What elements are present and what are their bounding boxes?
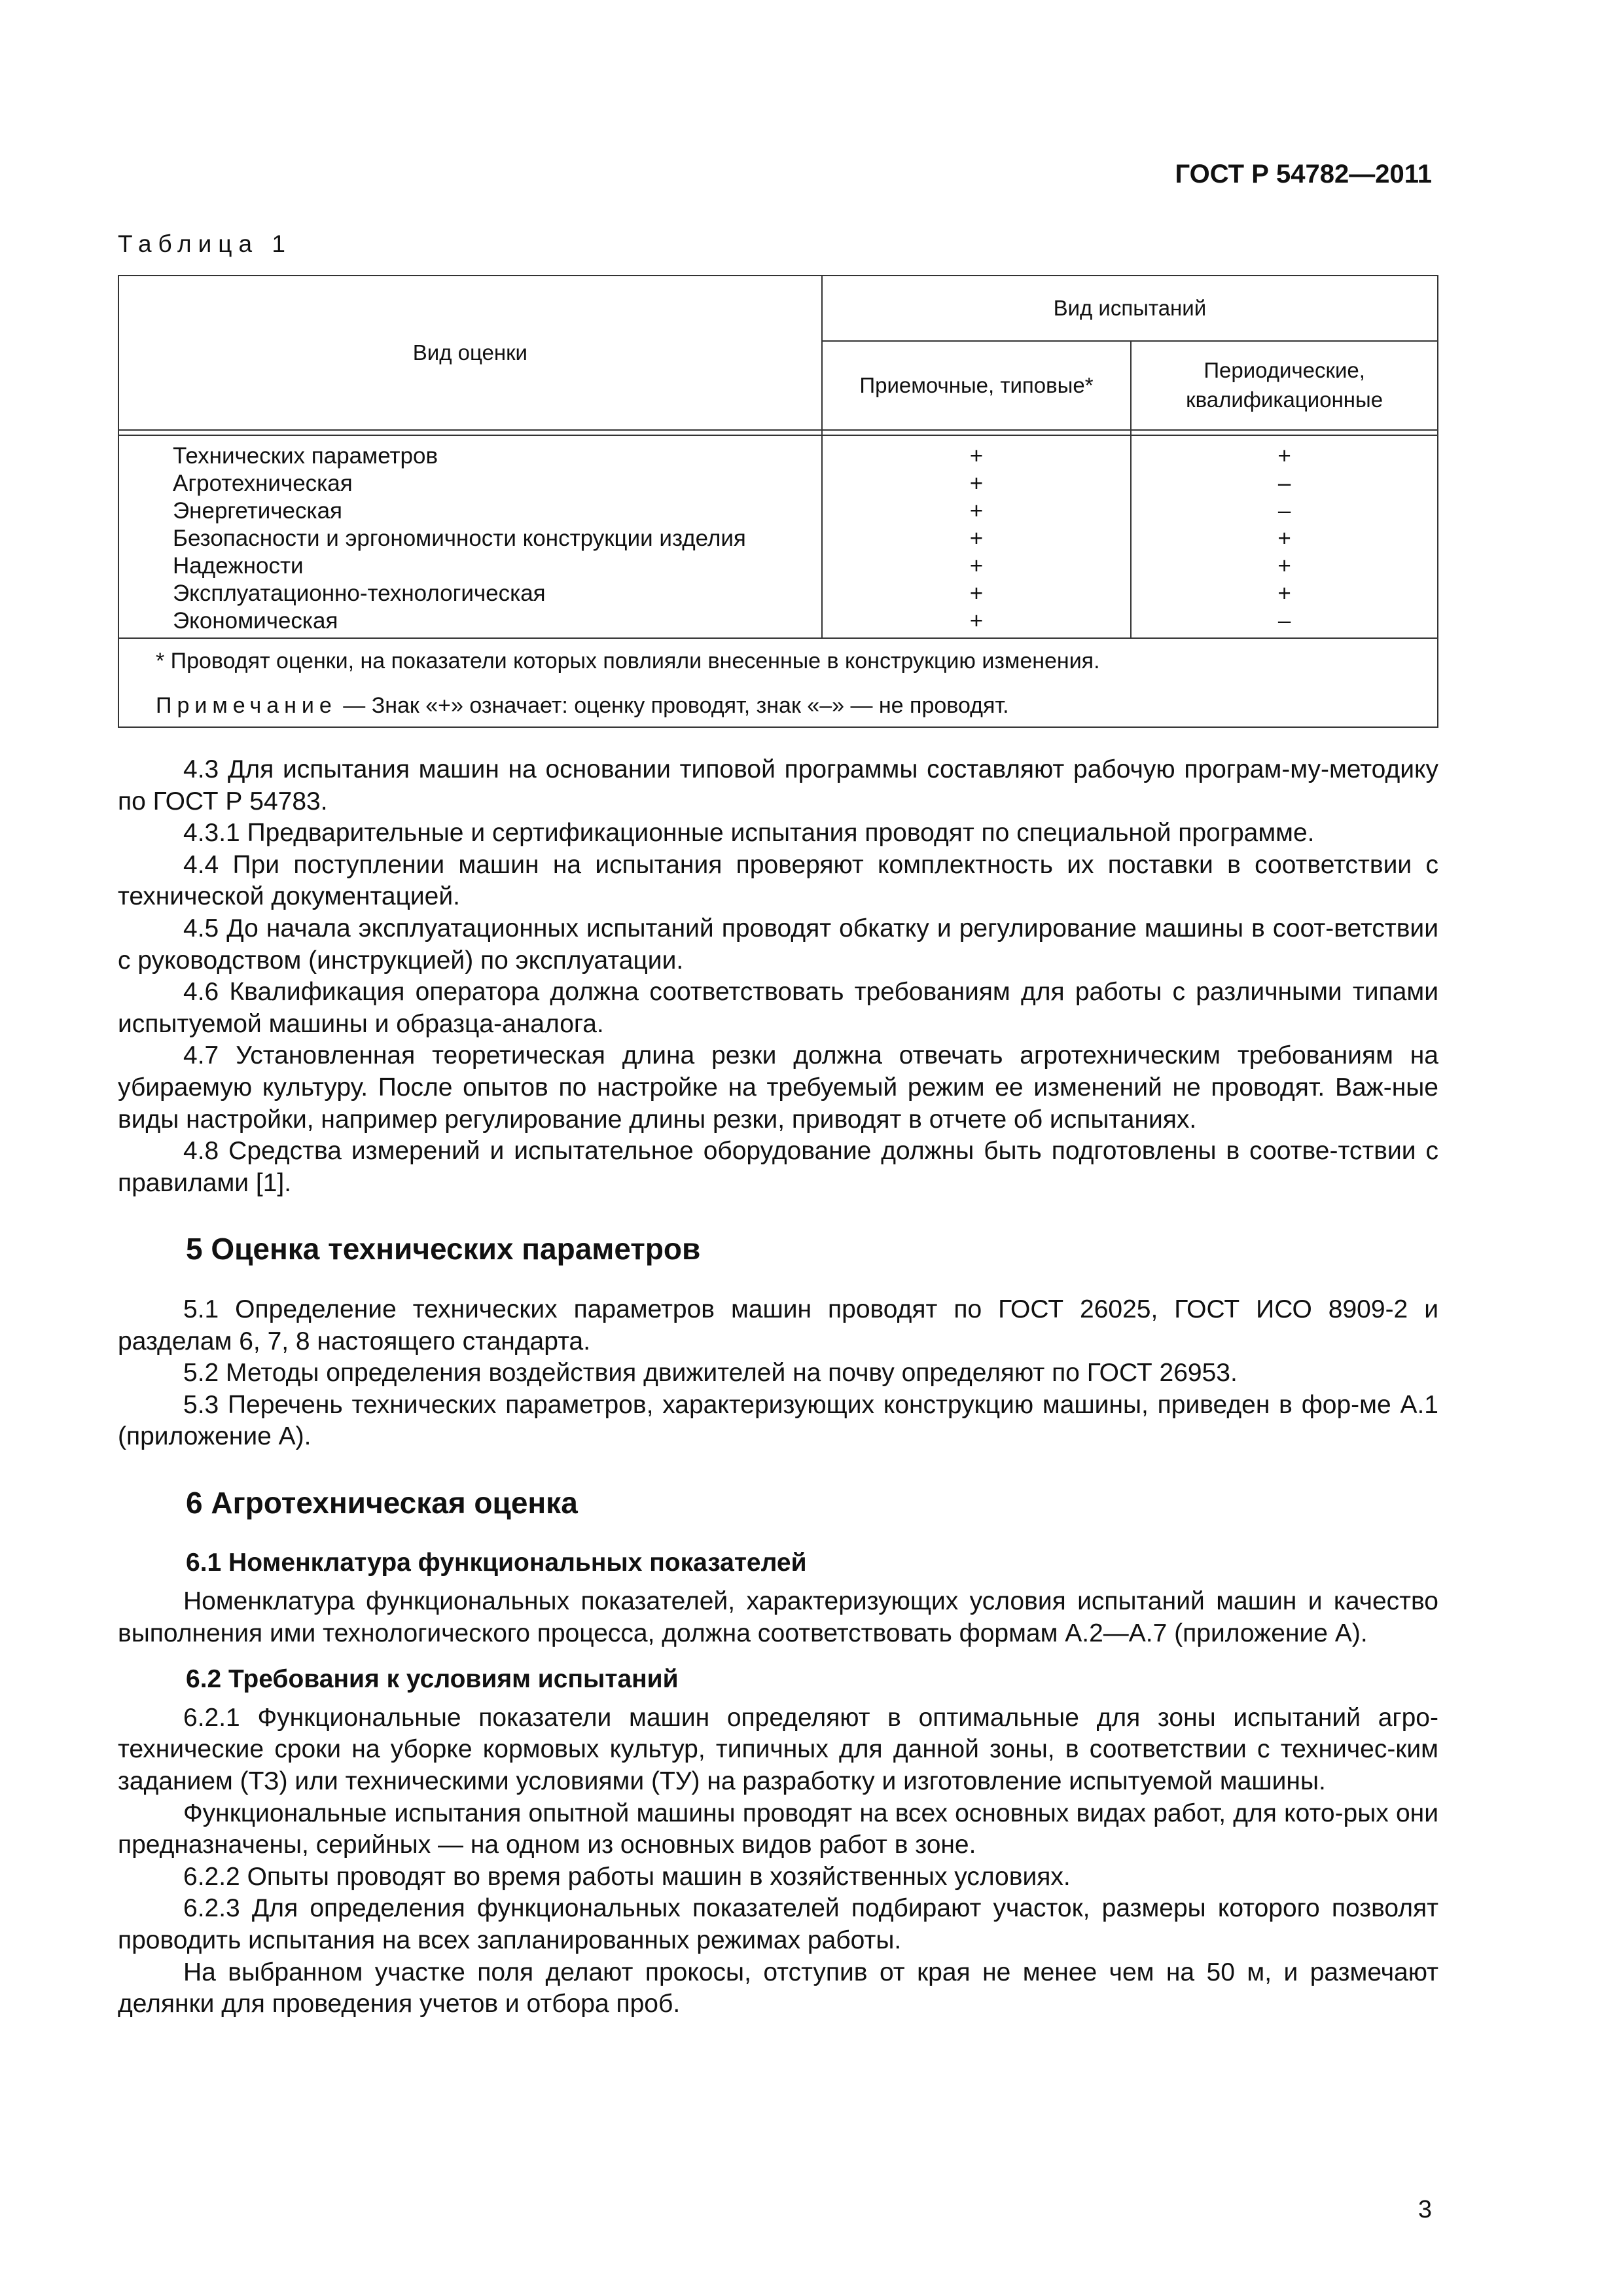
table-1: [118, 275, 1438, 728]
paragraph-4-8: 4.8 Средства измерений и испытательное оборудование должны быть подготовлены в соотве-тствии с правилами [1].: [118, 1137, 1438, 1197]
acceptance-mark: +: [969, 471, 984, 496]
row-name: Технических параметров: [173, 443, 438, 469]
paragraph-5-2: 5.2 Методы определения воздействия движителей на почву определяют по ГОСТ 26953.: [183, 1359, 1238, 1388]
paragraph-6-2-3b: На выбранном участке поля делают прокосы, отступив от края не менее чем на 50 м, и размечают делянки для проведения учетов и отбора проб.: [118, 1958, 1438, 2018]
row-name: Агротехническая: [173, 471, 353, 496]
subsection-6-1-heading: 6.1 Номенклатура функциональных показателей: [186, 1549, 807, 1577]
periodic-mark: +: [1277, 581, 1291, 606]
acceptance-marks-cell: [822, 435, 1132, 638]
paragraph-6-2-1b: Функциональные испытания опытной машины проводят на всех основных видах работ, для кото-рых они предназначены, серийных — на одном из основных видов работ в зоне.: [118, 1799, 1438, 1859]
acceptance-mark: +: [969, 443, 984, 469]
periodic-mark: +: [1277, 553, 1291, 579]
header-acceptance: Приемочные, типовые*: [822, 341, 1132, 430]
row-name: Безопасности и эргономичности конструкции изделия: [173, 526, 746, 551]
periodic-mark: +: [1277, 443, 1291, 469]
row-name: Эксплуатационно-технологическая: [173, 581, 546, 606]
acceptance-mark: +: [969, 608, 984, 634]
header-periodic-line1: Периодические,: [1204, 358, 1365, 383]
acceptance-mark: +: [969, 581, 984, 606]
subsection-6-2-heading: 6.2 Требования к условиям испытаний: [186, 1665, 679, 1694]
paragraph-4-4: 4.4 При поступлении машин на испытания проверяют комплектность их поставки в соответствии с технической документацией.: [118, 850, 1438, 911]
body-text: [118, 754, 1438, 2020]
header-separator: [118, 430, 1438, 435]
table-caption: Таблица 1: [118, 230, 292, 257]
page-number: 3: [1418, 2196, 1432, 2223]
table-footer: [118, 638, 1438, 727]
acceptance-mark: +: [969, 498, 984, 524]
section-6-heading: 6 Агротехническая оценка: [186, 1485, 578, 1520]
table-body: [118, 435, 1438, 638]
section-5-heading: 5 Оценка технических параметров: [186, 1232, 701, 1266]
paragraph-4-5: 4.5 До начала эксплуатационных испытаний проводят обкатку и регулирование машины в соот-ветствии с руководством (инструкцией) по эксплуатации.: [118, 914, 1438, 975]
eval-names-cell: [118, 435, 822, 638]
note-label: Примечание: [156, 693, 337, 718]
document-id: ГОСТ Р 54782—2011: [1175, 160, 1432, 188]
row-name: Энергетическая: [173, 498, 342, 524]
periodic-marks-cell: [1131, 435, 1438, 638]
row-name: Экономическая: [173, 608, 338, 634]
header-periodic-line2: квалификационные: [1186, 387, 1383, 412]
paragraph-5-3: 5.3 Перечень технических параметров, характеризующих конструкцию машины, приведен в фор-ме А.1 (приложение А).: [118, 1390, 1438, 1451]
note-text: — Знак «+» означает: оценку проводят, знак «–» — не проводят.: [336, 693, 1009, 718]
periodic-mark: –: [1277, 471, 1291, 496]
paragraph-4-7: 4.7 Установленная теоретическая длина резки должна отвечать агротехническим требованиям на убираемую культуру. После опытов по настройке на требуемый режим ее изменений не проводят. Важ-ные виды настройки, например регулирование длины резки, приводят в отчете об испытаниях.: [118, 1041, 1438, 1134]
paragraph-6-1: Номенклатура функциональных показателей, характеризующих условия испытаний машин и качество выполнения ими технологического процесса, должна соответствовать формам А.2—А.7 (приложение А).: [118, 1587, 1438, 1647]
acceptance-mark: +: [969, 553, 984, 579]
paragraph-6-2-3: 6.2.3 Для определения функциональных показателей подбирают участок, размеры которого позволят проводить испытания на всех запланированных режимах работы.: [118, 1894, 1438, 1954]
header-eval-type: Вид оценки: [118, 276, 822, 430]
acceptance-mark: +: [969, 526, 984, 551]
paragraph-6-2-2: 6.2.2 Опыты проводят во время работы машин в хозяйственных условиях.: [183, 1862, 1071, 1891]
table-note: [156, 691, 1431, 720]
header-test-type: Вид испытаний: [822, 276, 1438, 341]
paragraph-6-2-1: 6.2.1 Функциональные показатели машин определяют в оптимальные для зоны испытаний агро-технические сроки на уборке кормовых культур, типичных для данной зоны, в соответствии с техничес-ким заданием (ТЗ) или техническими условиями (ТУ) на разработку и изготовление испытуемой машины.: [118, 1703, 1438, 1796]
periodic-mark: –: [1277, 608, 1291, 634]
paragraph-4-6: 4.6 Квалификация оператора должна соответствовать требованиям для работы с различными типами испытуемой машины и образца-аналога.: [118, 978, 1438, 1038]
table-footnote: * Проводят оценки, на показатели которых повлияли внесенные в конструкцию изменения.: [156, 649, 1100, 673]
row-name: Надежности: [173, 553, 304, 579]
paragraph-4-3: 4.3 Для испытания машин на основании типовой программы составляют рабочую програм-му-методику по ГОСТ Р 54783.: [118, 755, 1438, 816]
periodic-mark: +: [1277, 526, 1291, 551]
header-periodic: [1131, 341, 1438, 430]
paragraph-4-3-1: 4.3.1 Предварительные и сертификационные испытания проводят по специальной программе.: [183, 819, 1315, 848]
paragraph-5-1: 5.1 Определение технических параметров машин проводят по ГОСТ 26025, ГОСТ ИСО 8909-2 и разделам 6, 7, 8 настоящего стандарта.: [118, 1295, 1438, 1355]
periodic-mark: –: [1277, 498, 1291, 524]
